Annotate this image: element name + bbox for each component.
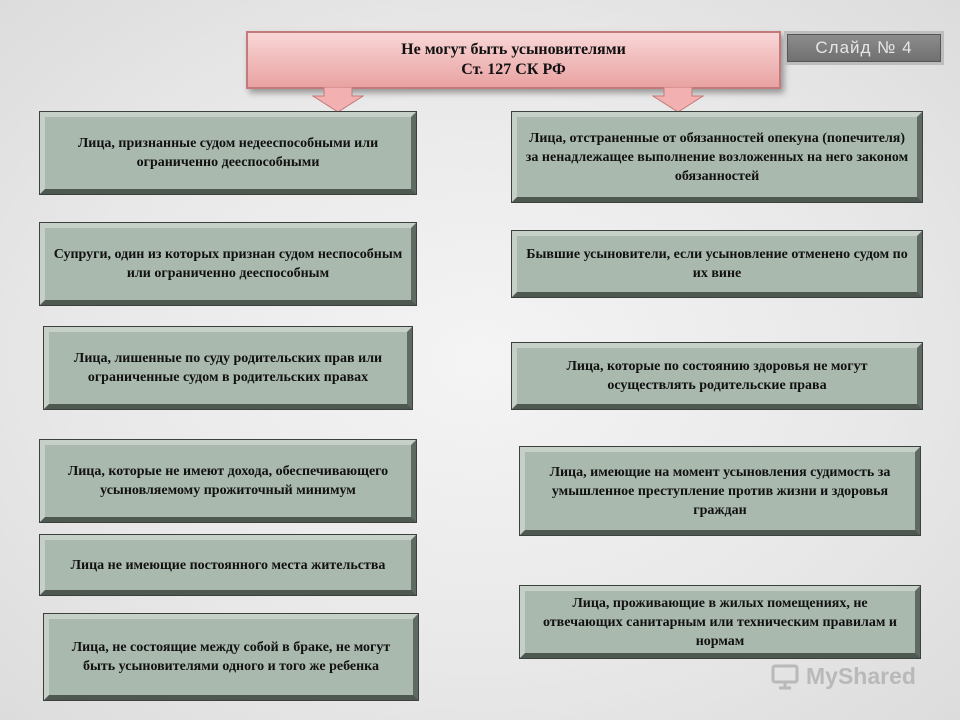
right-box-3: Лица, которые по состоянию здоровья не могут осуществлять родительские права	[512, 343, 922, 409]
left-box-6: Лица, не состоящие между собой в браке, не могут быть усыновителями одного и того же ребенка	[44, 614, 418, 700]
title-box	[246, 31, 781, 89]
left-box-5: Лица не имеющие постоянного места жительства	[40, 535, 416, 595]
left-box-4: Лица, которые не имеют дохода, обеспечивающего усыновляемому прожиточный минимум	[40, 440, 416, 522]
watermark-text: MyShared	[806, 662, 916, 689]
presentation-logo-icon	[770, 661, 800, 691]
myshared-watermark	[770, 660, 916, 692]
right-box-5: Лица, проживающие в жилых помещениях, не отвечающих санитарным или техническим правилам и нормам	[520, 586, 920, 658]
right-box-2: Бывшие усыновители, если усыновление отменено судом по их вине	[512, 231, 922, 297]
arrow-down-left-icon	[312, 87, 364, 113]
title-line-2: Ст. 127 СК РФ	[461, 61, 566, 78]
left-box-1: Лица, признанные судом недееспособными или ограниченно дееспособными	[40, 112, 416, 194]
left-box-3: Лица, лишенные по суду родительских прав или ограниченные судом в родительских правах	[44, 327, 412, 409]
left-box-2: Супруги, один из которых признан судом неспособным или ограниченно дееспособным	[40, 223, 416, 305]
right-box-1: Лица, отстраненные от обязанностей опекуна (попечителя) за ненадлежащее выполнение возложенных на него законом обязанностей	[512, 112, 922, 202]
title-line-1: Не могут быть усыновителями	[401, 41, 626, 58]
slide-number-badge: Слайд № 4	[784, 31, 944, 65]
right-box-4: Лица, имеющие на момент усыновления судимость за умышленное преступление против жизни и здоровья граждан	[520, 447, 920, 535]
arrow-down-right-icon	[652, 87, 704, 113]
